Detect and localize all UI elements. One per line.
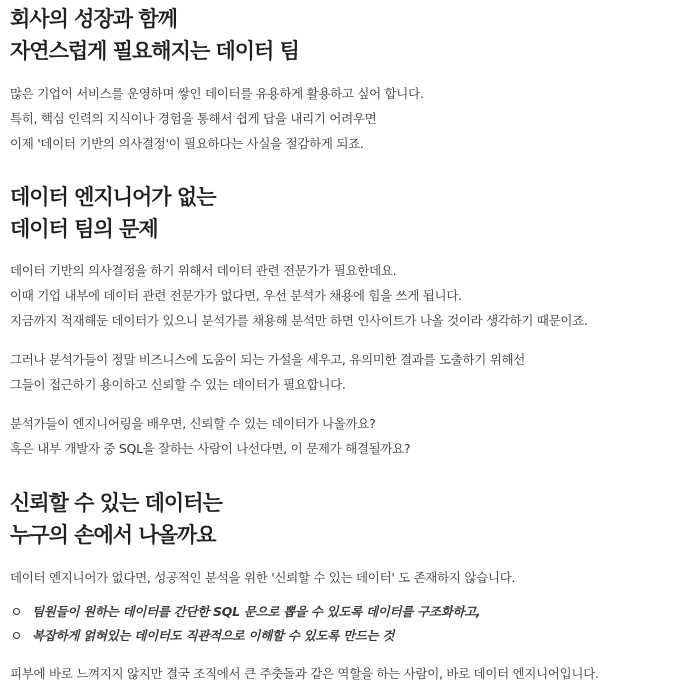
section-1-heading — [10, 3, 299, 67]
paragraph-line: 피부에 바로 느껴지지 않지만 결국 조직에서 큰 주춧돌과 같은 역할을 하는 사람이, 바로 데이터 엔지니어입니다. — [10, 666, 599, 681]
section-3-heading — [10, 487, 222, 551]
section-2-heading — [10, 181, 215, 245]
bullet-circle-icon — [13, 632, 20, 639]
section-3-paragraph-1 — [10, 565, 515, 590]
bullet-circle-icon — [13, 608, 20, 615]
paragraph-line: 지금까지 적재해둔 데이터가 있으니 분석가를 채용해 분석만 하면 인사이트가 나올 것이라 생각하기 때문이죠. — [10, 313, 588, 328]
list-item — [10, 624, 480, 648]
key-points-list — [10, 600, 480, 648]
section-3-heading-line-2: 누구의 손에서 나올까요 — [10, 523, 216, 547]
paragraph-line: 분석가들이 엔지니어링을 배우면, 신뢰할 수 있는 데이터가 나올까요? — [10, 416, 376, 431]
paragraph-line: 그러나 분석가들이 정말 비즈니스에 도움이 되는 가설을 세우고, 유의미한 결과를 도출하기 위해선 — [10, 352, 526, 367]
paragraph-line: 그들이 접근하기 용이하고 신뢰할 수 있는 데이터가 필요합니다. — [10, 377, 346, 392]
section-3-heading-line-1: 신뢰할 수 있는 데이터는 — [10, 491, 222, 515]
section-3-closing-paragraph — [10, 661, 599, 686]
section-2-paragraph-2 — [10, 347, 525, 397]
paragraph-line: 혹은 내부 개발자 중 SQL을 잘하는 사람이 나선다면, 이 문제가 해결될까요? — [10, 441, 411, 456]
section-1-heading-line-2: 자연스럽게 필요해지는 데이터 팀 — [10, 39, 299, 63]
section-2-paragraph-1 — [10, 258, 588, 333]
list-item-text: 팀원들이 원하는 데이터를 간단한 SQL 문으로 뽑을 수 있도록 데이터를 구조화하고, — [32, 604, 481, 619]
section-1-heading-line-1: 회사의 성장과 함께 — [10, 7, 177, 31]
section-2-paragraph-3 — [10, 411, 410, 461]
paragraph-line: 데이터 엔지니어가 없다면, 성공적인 분석을 위한 '신뢰할 수 있는 데이터' 도 존재하지 않습니다. — [10, 570, 516, 585]
paragraph-line: 이때 기업 내부에 데이터 관련 전문가가 없다면, 우선 분석가 채용에 힘을 쓰게 됩니다. — [10, 288, 462, 303]
paragraph-line: 데이터 기반의 의사결정을 하기 위해서 데이터 관련 전문가가 필요한데요. — [10, 263, 397, 278]
paragraph-line: 이제 '데이터 기반의 의사결정'이 필요하다는 사실을 절감하게 되죠. — [10, 136, 364, 151]
section-1-paragraph-1 — [10, 81, 424, 156]
section-2-heading-line-2: 데이터 팀의 문제 — [10, 217, 158, 241]
paragraph-line: 특히, 핵심 인력의 지식이나 경험을 통해서 쉽게 답을 내리기 어려우면 — [10, 111, 377, 126]
section-2-heading-line-1: 데이터 엔지니어가 없는 — [10, 185, 216, 209]
paragraph-line: 많은 기업이 서비스를 운영하며 쌓인 데이터를 유용하게 활용하고 싶어 합니다. — [10, 86, 424, 101]
list-item-text: 복잡하게 얽혀있는 데이터도 직관적으로 이해할 수 있도록 만드는 것 — [32, 628, 395, 643]
list-item — [10, 600, 480, 624]
